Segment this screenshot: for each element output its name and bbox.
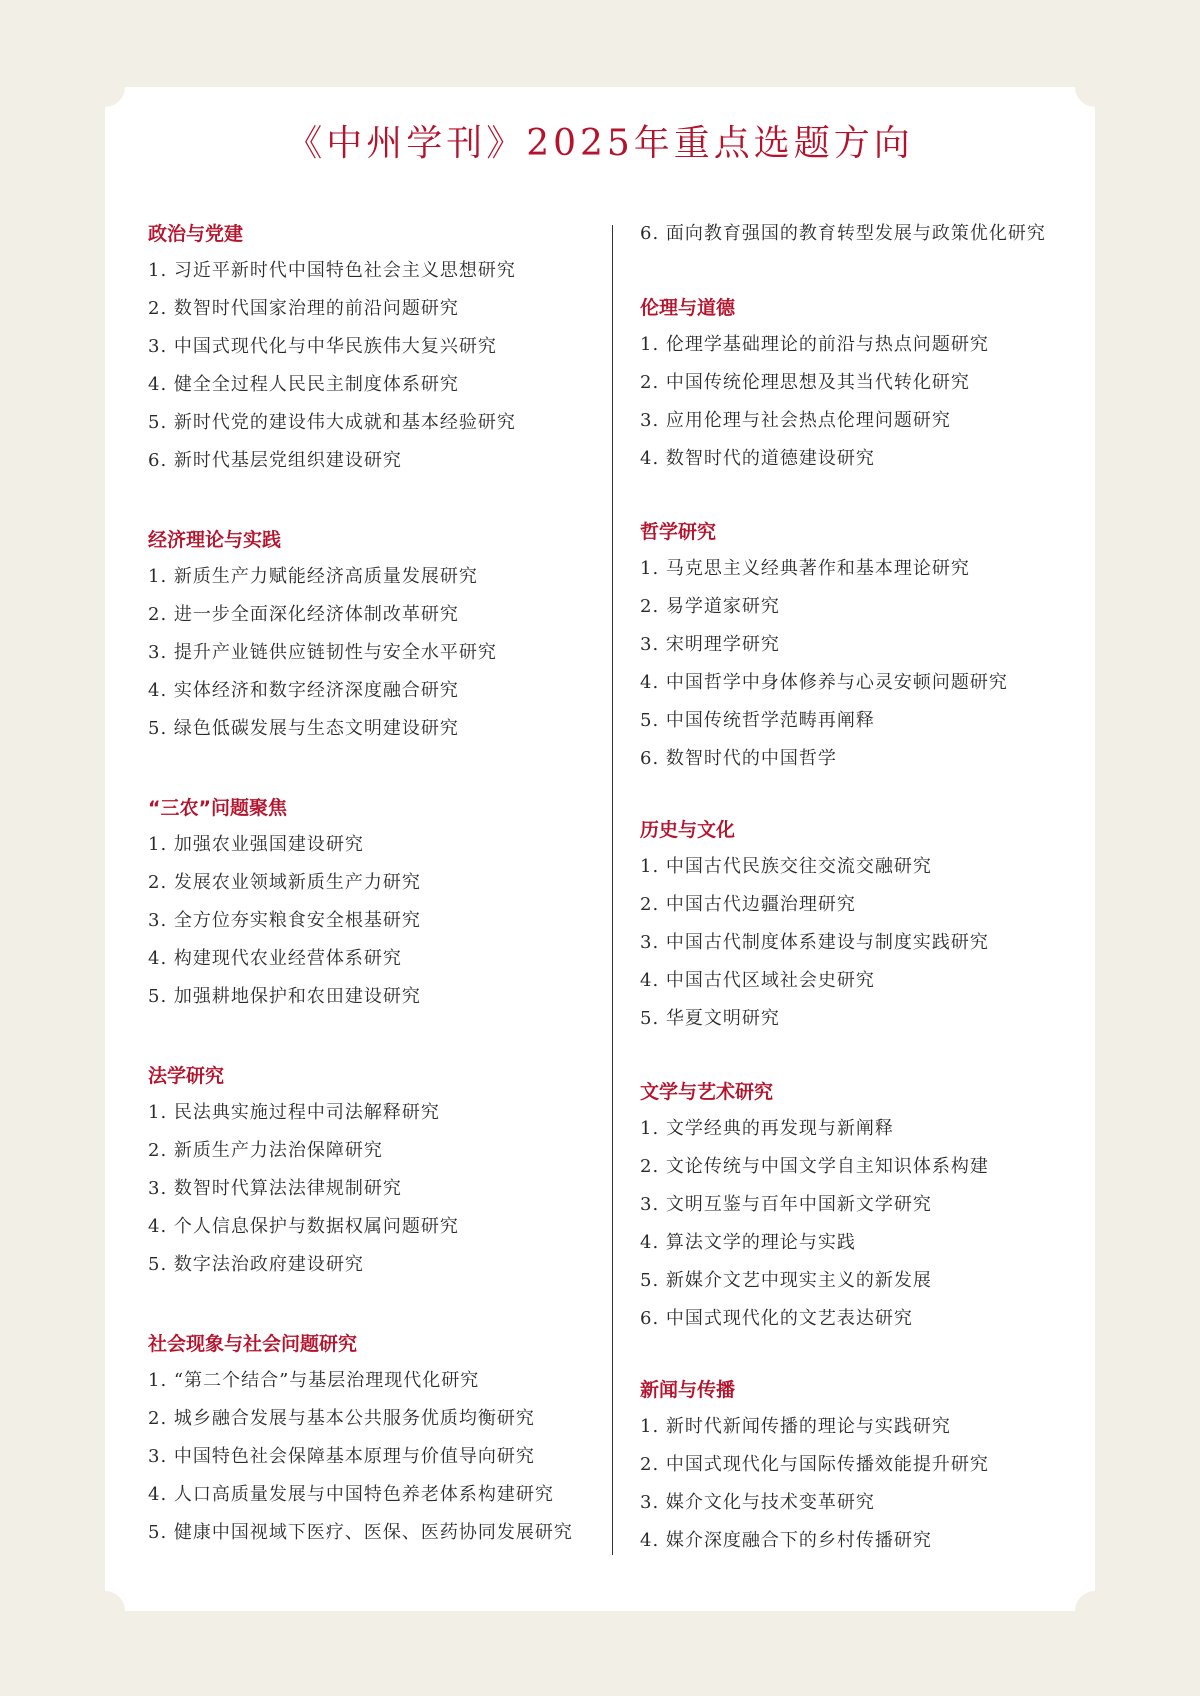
- document-card: [105, 87, 1095, 1611]
- list-item: 2. 中国传统伦理思想及其当代转化研究: [640, 372, 970, 393]
- corner-notch: [1075, 67, 1115, 107]
- list-item: 1. 马克思主义经典著作和基本理论研究: [640, 558, 970, 579]
- section-heading: 法学研究: [148, 1065, 225, 1087]
- section-society-continued: [640, 220, 1080, 258]
- corner-notch: [85, 1591, 125, 1631]
- list-item: 3. 中国特色社会保障基本原理与价值导向研究: [148, 1446, 535, 1467]
- list-item: 4. 构建现代农业经营体系研究: [148, 948, 402, 969]
- list-item: 5. 新时代党的建设伟大成就和基本经验研究: [148, 412, 516, 433]
- section-heading: 政治与党建: [148, 223, 244, 245]
- list-item: 1. 中国古代民族交往交流交融研究: [640, 856, 932, 877]
- list-item: 5. 华夏文明研究: [640, 1008, 780, 1029]
- section-law: [148, 1062, 598, 1289]
- page-title: 《中州学刊》2025年重点选题方向: [286, 123, 914, 164]
- column-divider: [612, 225, 613, 1555]
- list-item: 5. 中国传统哲学范畴再阐释: [640, 710, 875, 731]
- list-item: 3. 全方位夯实粮食安全根基研究: [148, 910, 421, 931]
- section-heading: “三农”问题聚焦: [148, 797, 287, 819]
- list-item: 2. 文论传统与中国文学自主知识体系构建: [640, 1156, 989, 1177]
- section-society: [148, 1330, 598, 1557]
- list-item: 3. 数智时代算法法律规制研究: [148, 1178, 402, 1199]
- section-heading: 伦理与道德: [640, 297, 736, 319]
- section-heading: 哲学研究: [640, 521, 717, 543]
- list-item: 4. 数智时代的道德建设研究: [640, 448, 875, 469]
- list-item: 3. 宋明理学研究: [640, 634, 780, 655]
- list-item: 4. 中国哲学中身体修养与心灵安顿问题研究: [640, 672, 1008, 693]
- list-item: 1. 新质生产力赋能经济高质量发展研究: [148, 566, 478, 587]
- list-item: 3. 中国古代制度体系建设与制度实践研究: [640, 932, 989, 953]
- section-heading: 社会现象与社会问题研究: [148, 1333, 358, 1355]
- list-item: 5. 加强耕地保护和农田建设研究: [148, 986, 421, 1007]
- list-item: 6. 面向教育强国的教育转型发展与政策优化研究: [640, 223, 1046, 244]
- list-item: 2. 中国式现代化与国际传播效能提升研究: [640, 1454, 989, 1475]
- corner-notch: [1075, 1591, 1115, 1631]
- list-item: 1. 民法典实施过程中司法解释研究: [148, 1102, 440, 1123]
- corner-notch: [85, 67, 125, 107]
- list-item: 3. 中国式现代化与中华民族伟大复兴研究: [148, 336, 497, 357]
- list-item: 2. 易学道家研究: [640, 596, 780, 617]
- section-heading: 新闻与传播: [640, 1379, 736, 1401]
- list-item: 2. 城乡融合发展与基本公共服务优质均衡研究: [148, 1408, 535, 1429]
- list-item: 2. 新质生产力法治保障研究: [148, 1140, 383, 1161]
- section-economy: [148, 526, 598, 753]
- list-item: 6. 中国式现代化的文艺表达研究: [640, 1308, 913, 1329]
- list-item: 5. 健康中国视域下医疗、医保、医药协同发展研究: [148, 1522, 573, 1543]
- section-journalism: [640, 1376, 1080, 1565]
- list-item: 5. 绿色低碳发展与生态文明建设研究: [148, 718, 459, 739]
- section-history: [640, 816, 1080, 1043]
- section-heading: 文学与艺术研究: [640, 1081, 774, 1103]
- list-item: 3. 文明互鉴与百年中国新文学研究: [640, 1194, 932, 1215]
- list-item: 1. 文学经典的再发现与新阐释: [640, 1118, 894, 1139]
- list-item: 1. 习近平新时代中国特色社会主义思想研究: [148, 260, 516, 281]
- section-heading: 历史与文化: [640, 819, 736, 841]
- list-item: 1. 新时代新闻传播的理论与实践研究: [640, 1416, 951, 1437]
- section-politics: [148, 220, 598, 485]
- list-item: 4. 人口高质量发展与中国特色养老体系构建研究: [148, 1484, 554, 1505]
- section-philosophy: [640, 518, 1080, 783]
- list-item: 1. 加强农业强国建设研究: [148, 834, 364, 855]
- section-literature: [640, 1078, 1080, 1343]
- section-heading: 经济理论与实践: [148, 529, 282, 551]
- list-item: 1. “第二个结合”与基层治理现代化研究: [148, 1370, 480, 1391]
- section-ethics: [640, 294, 1080, 483]
- list-item: 2. 数智时代国家治理的前沿问题研究: [148, 298, 459, 319]
- list-item: 4. 健全全过程人民民主制度体系研究: [148, 374, 459, 395]
- list-item: 4. 实体经济和数字经济深度融合研究: [148, 680, 459, 701]
- list-item: 2. 中国古代边疆治理研究: [640, 894, 856, 915]
- list-item: 4. 媒介深度融合下的乡村传播研究: [640, 1530, 932, 1551]
- list-item: 6. 新时代基层党组织建设研究: [148, 450, 402, 471]
- list-item: 2. 发展农业领域新质生产力研究: [148, 872, 421, 893]
- list-item: 3. 媒介文化与技术变革研究: [640, 1492, 875, 1513]
- list-item: 4. 个人信息保护与数据权属问题研究: [148, 1216, 459, 1237]
- list-item: 3. 应用伦理与社会热点伦理问题研究: [640, 410, 951, 431]
- list-item: 6. 数智时代的中国哲学: [640, 748, 837, 769]
- list-item: 4. 算法文学的理论与实践: [640, 1232, 856, 1253]
- list-item: 5. 数字法治政府建设研究: [148, 1254, 364, 1275]
- list-item: 3. 提升产业链供应链韧性与安全水平研究: [148, 642, 497, 663]
- list-item: 4. 中国古代区域社会史研究: [640, 970, 875, 991]
- list-item: 5. 新媒介文艺中现实主义的新发展: [640, 1270, 932, 1291]
- list-item: 2. 进一步全面深化经济体制改革研究: [148, 604, 459, 625]
- list-item: 1. 伦理学基础理论的前沿与热点问题研究: [640, 334, 989, 355]
- section-agriculture: [148, 794, 598, 1021]
